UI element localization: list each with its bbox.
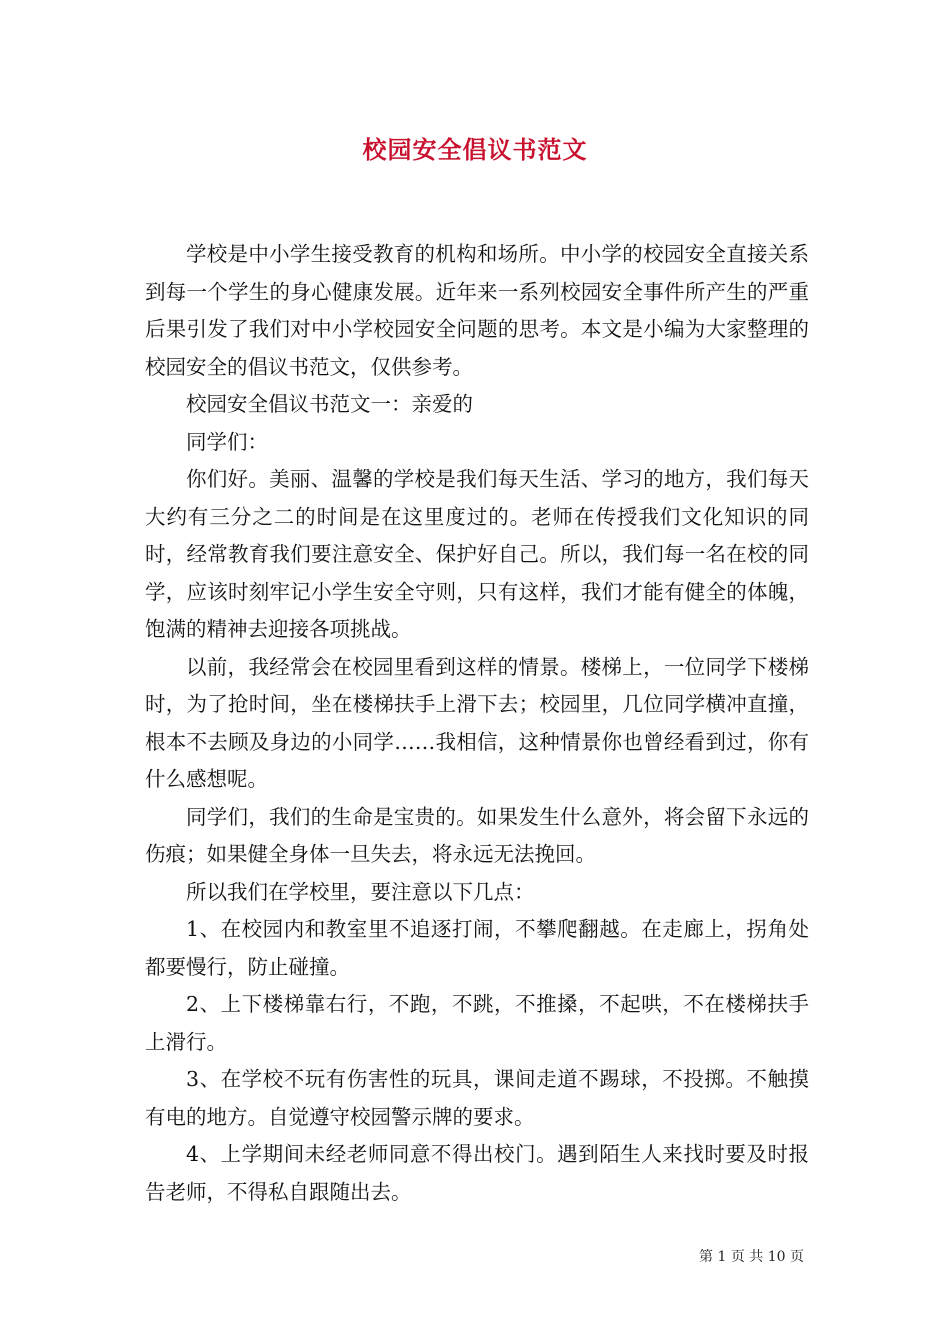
paragraph-greeting: 你们好。美丽、温馨的学校是我们每天生活、学习的地方，我们每天大约有三分之二的时间是在这里度过的。老师在传授我们文化知识的同时，经常教育我们要注意安全、保护好自己。所以，我们每一名在校的同学，应该时刻牢记小学生安全守则，只有这样，我们才能有健全的体魄，饱满的精神去迎接各项挑战。 [145,467,809,641]
paragraph-point-2: 2、上下楼梯靠右行，不跑，不跳，不推搡，不起哄，不在楼梯扶手上滑行。 [145,992,809,1054]
paragraph-sample-heading: 校园安全倡议书范文一：亲爱的 [186,392,473,416]
page-number-footer: 第 1 页 共 10 页 [699,1249,804,1265]
paragraph-intro: 学校是中小学生接受教育的机构和场所。中小学的校园安全直接关系到每一个学生的身心健康发展。近年来一系列校园安全事件所产生的严重后果引发了我们对中小学校园安全问题的思考。本文是小编为大家整理的校园安全的倡议书范文，仅供参考。 [145,242,809,379]
paragraph-points-intro: 所以我们在学校里，要注意以下几点： [186,879,535,904]
paragraph-salutation: 同学们： [186,429,268,454]
paragraph-point-1: 1、在校园内和教室里不追逐打闹，不攀爬翻越。在走廊上，拐角处都要慢行，防止碰撞。 [145,917,809,979]
document-title: 校园安全倡议书范文 [362,135,588,164]
paragraph-point-4: 4、上学期间未经老师同意不得出校门。遇到陌生人来找时要及时报告老师，不得私自跟随出去。 [145,1142,809,1204]
document-body [145,236,809,1211]
paragraph-point-3: 3、在学校不玩有伤害性的玩具，课间走道不踢球，不投掷。不触摸有电的地方。自觉遵守校园警示牌的要求。 [145,1067,809,1129]
paragraph-life-precious: 同学们，我们的生命是宝贵的。如果发生什么意外，将会留下永远的伤痕；如果健全身体一旦失去，将永远无法挽回。 [145,804,809,866]
paragraph-past-scene: 以前，我经常会在校园里看到这样的情景。楼梯上，一位同学下楼梯时，为了抢时间，坐在楼梯扶手上滑下去；校园里，几位同学横冲直撞，根本不去顾及身边的小同学……我相信，这种情景你也曾经看到过，你有什么感想呢。 [145,654,809,791]
